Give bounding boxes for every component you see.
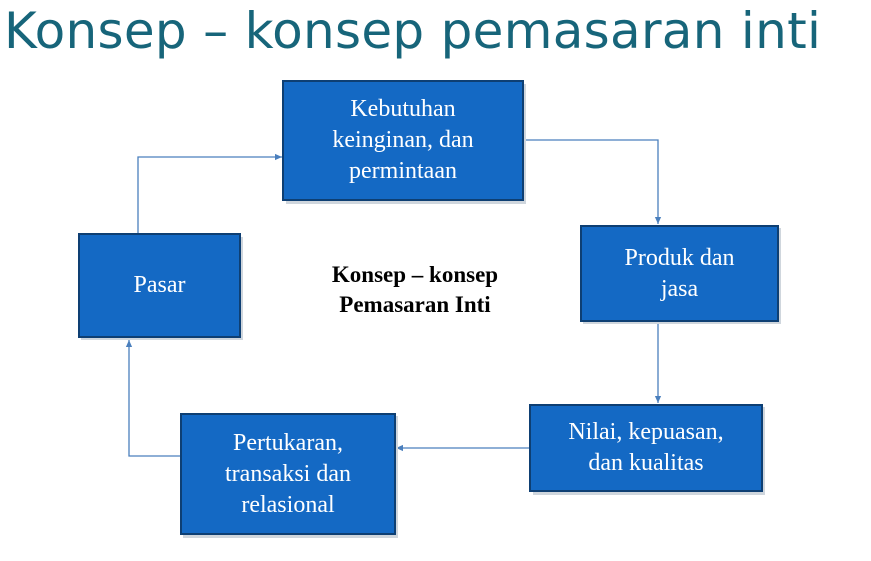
arrow-needs-to-products (524, 140, 658, 224)
node-products: Produk dan jasa (580, 225, 779, 322)
arrow-exchange-to-market (129, 340, 180, 456)
node-needs: Kebutuhan keinginan, dan permintaan (282, 80, 524, 201)
node-value: Nilai, kepuasan, dan kualitas (529, 404, 763, 492)
center-label: Konsep – konsep Pemasaran Inti (273, 241, 557, 338)
slide-title: Konsep – konsep pemasaran inti (4, 2, 822, 60)
node-exchange: Pertukaran, transaksi dan relasional (180, 413, 396, 535)
node-market: Pasar (78, 233, 241, 338)
arrow-market-to-needs (138, 157, 282, 233)
